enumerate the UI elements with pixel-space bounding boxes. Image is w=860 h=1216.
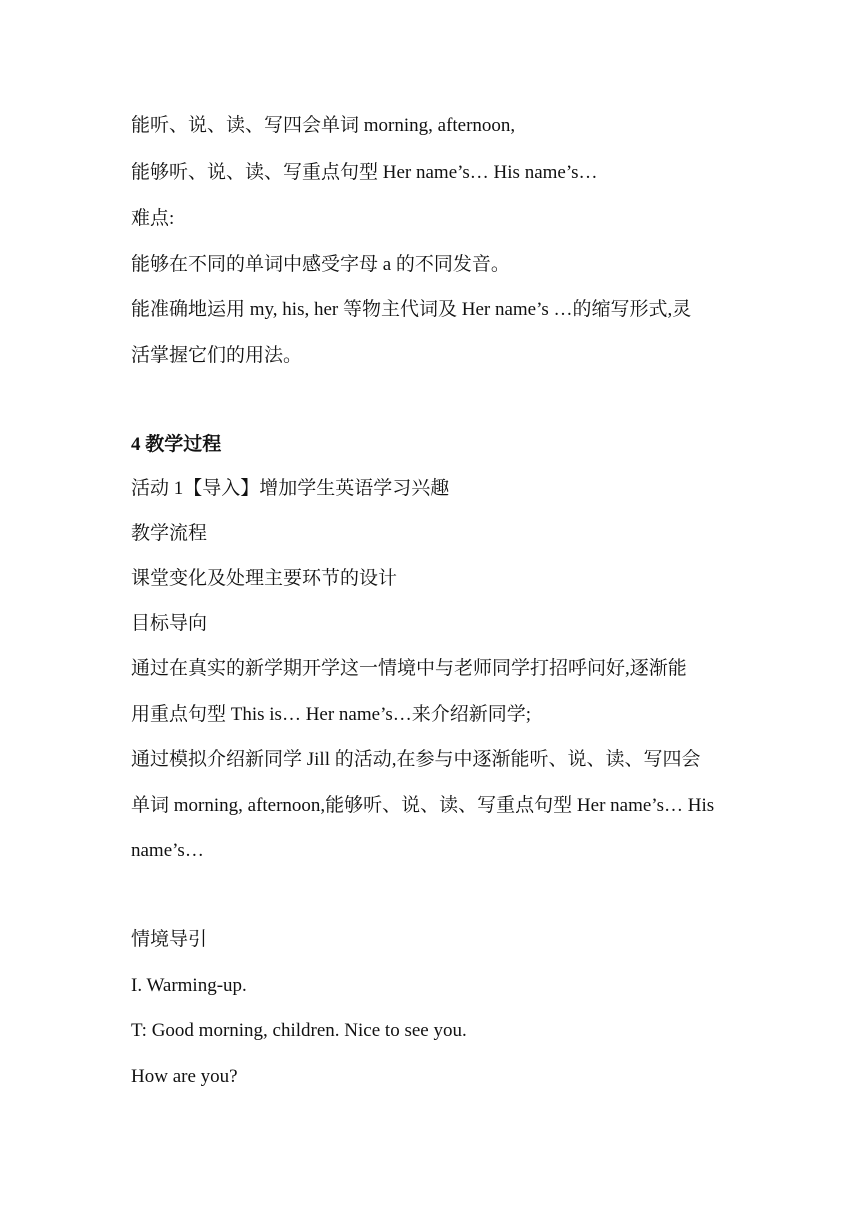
difficulty-label: 难点: xyxy=(131,208,175,229)
goal-paragraph-2-line-1: 通过模拟介绍新同学 Jill 的活动,在参与中逐渐能听、说、读、写四会 xyxy=(131,749,701,770)
warming-up-label: I. Warming-up. xyxy=(131,975,247,996)
situation-guide-label: 情境导引 xyxy=(131,929,208,950)
goal-paragraph-2-line-3: name’s… xyxy=(131,840,204,861)
section-heading-teaching-process: 4 教学过程 xyxy=(131,434,222,455)
objective-line-sentence-patterns: 能够听、说、读、写重点句型 Her name’s… His name’s… xyxy=(131,162,598,183)
difficulty-line-pronouns-cont: 活掌握它们的用法。 xyxy=(131,345,303,366)
class-design-label: 课堂变化及处理主要环节的设计 xyxy=(131,568,398,589)
goal-paragraph-2-line-2: 单词 morning, afternoon,能够听、说、读、写重点句型 Her name’s… His xyxy=(131,795,715,816)
goal-paragraph-1-line-2: 用重点句型 This is… Her name’s…来介绍新同学; xyxy=(131,704,532,725)
teaching-flow-label: 教学流程 xyxy=(131,523,208,544)
how-are-you-line: How are you? xyxy=(131,1066,238,1087)
teacher-greeting-line: T: Good morning, children. Nice to see you. xyxy=(131,1020,467,1041)
goal-paragraph-1-line-1: 通过在真实的新学期开学这一情境中与老师同学打招呼问好,逐渐能 xyxy=(131,658,687,679)
difficulty-line-pronunciation: 能够在不同的单词中感受字母 a 的不同发音。 xyxy=(131,254,510,275)
activity-title: 活动 1【导入】增加学生英语学习兴趣 xyxy=(131,478,450,499)
objective-line-vocabulary: 能听、说、读、写四会单词 morning, afternoon, xyxy=(131,115,516,136)
goal-orientation-label: 目标导向 xyxy=(131,613,208,634)
difficulty-line-pronouns: 能准确地运用 my, his, her 等物主代词及 Her name’s …的缩写形式,灵 xyxy=(131,299,692,320)
